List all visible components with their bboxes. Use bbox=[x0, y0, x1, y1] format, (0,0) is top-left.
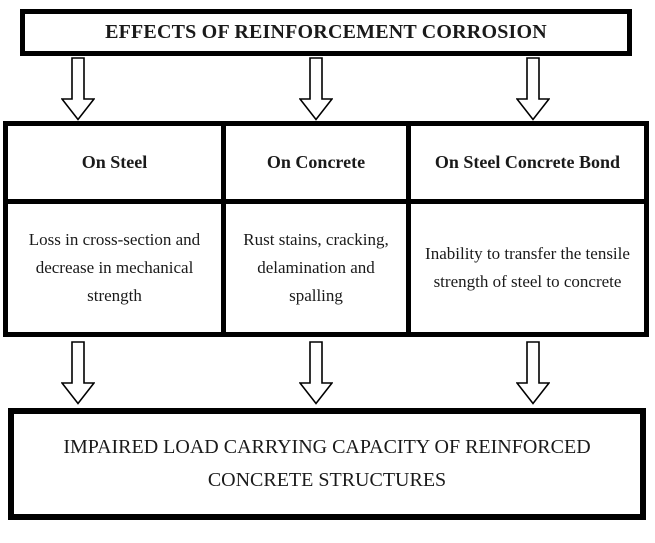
body-cell-on-concrete bbox=[226, 204, 411, 332]
title-box bbox=[20, 9, 632, 56]
column-body-text: Inability to transfer the tensile strength of steel to concrete bbox=[425, 244, 630, 291]
down-arrow-icon bbox=[299, 57, 333, 121]
column-header-label: On Concrete bbox=[266, 152, 366, 172]
diagram-title: EFFECTS OF REINFORCEMENT CORROSION bbox=[105, 21, 547, 43]
down-arrow-icon bbox=[516, 341, 550, 405]
header-cell-on-concrete bbox=[226, 126, 411, 204]
down-arrow-icon bbox=[516, 57, 550, 121]
column-header-label: On Steel bbox=[81, 152, 148, 172]
header-cell-on-steel bbox=[8, 126, 226, 204]
column-body-text: Rust stains, cracking, delamination and spalling bbox=[243, 230, 389, 305]
body-cell-on-steel bbox=[8, 204, 226, 332]
down-arrow-icon bbox=[61, 57, 95, 121]
effects-table bbox=[3, 121, 649, 337]
down-arrow-icon bbox=[61, 341, 95, 405]
conclusion-box bbox=[8, 408, 646, 520]
body-cell-on-steel-concrete-bond bbox=[411, 204, 644, 332]
down-arrow-icon bbox=[299, 341, 333, 405]
header-cell-on-steel-concrete-bond bbox=[411, 126, 644, 204]
column-header-label: On Steel Concrete Bond bbox=[434, 152, 621, 172]
column-body-text: Loss in cross-section and decrease in mechanical strength bbox=[28, 230, 201, 305]
conclusion-text: IMPAIRED LOAD CARRYING CAPACITY OF REINFORCED CONCRETE STRUCTURES bbox=[63, 436, 591, 491]
